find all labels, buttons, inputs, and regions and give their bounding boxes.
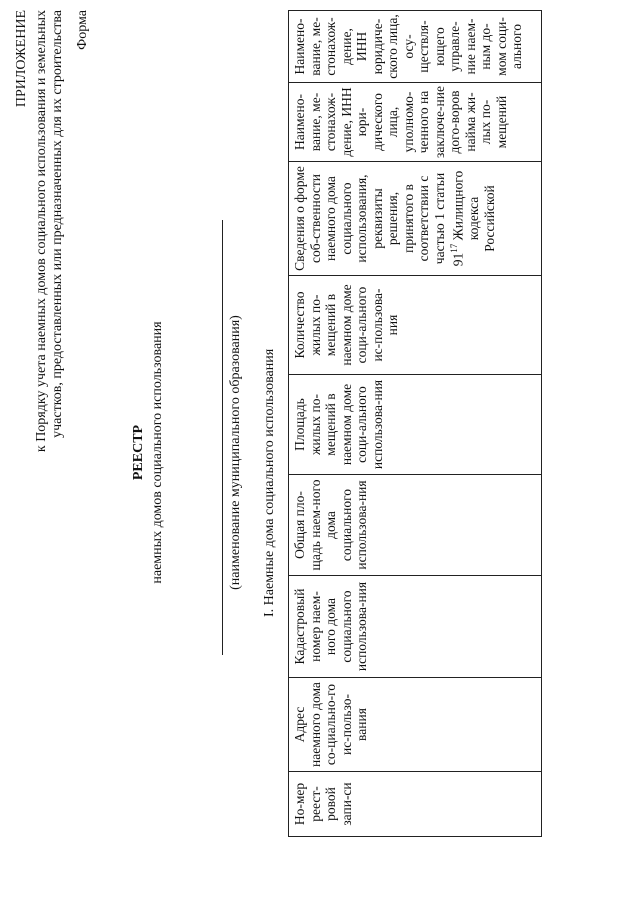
column-header: Кадастровый номер наем-ного дома социального использова-ния xyxy=(289,576,542,678)
appendix-line-1: к Порядку учета наемных домов социального использования и земельных xyxy=(34,10,49,453)
table-header-row xyxy=(289,11,542,837)
form-label: Форма xyxy=(75,10,90,50)
municipality-underline xyxy=(222,220,223,655)
column-header: Адрес наемного дома со-циально-го ис-пользо-вания xyxy=(289,678,542,772)
footnote-ref: 17 xyxy=(449,243,459,253)
column-header xyxy=(289,162,542,276)
column-header-text-tail: Жилищного кодекса Российской xyxy=(450,170,497,252)
registry-table xyxy=(288,10,542,837)
column-header: Наимено-вание, ме-стонахож-дение, ИНН юри-дического лица, уполномо-ченного на заключе-ние дого-воров найма жи-лых по-мещений xyxy=(289,83,542,162)
appendix-title: ПРИЛОЖЕНИЕ xyxy=(14,10,29,108)
section-heading: I. Наемные дома социального использования xyxy=(262,348,277,617)
appendix-line-2: участков, предоставленных или предназначенных для их строительства xyxy=(50,10,65,438)
column-header: Площадь жилых по-мещений в наемном доме соци-ального использова-ния xyxy=(289,375,542,475)
municipality-caption: (наименование муниципального образования) xyxy=(228,315,243,590)
column-header: Количество жилых по-мещений в наемном доме соци-ального ис-пользова-ния xyxy=(289,276,542,375)
column-header: Наимено-вание, ме-стонахож-дение, ИНН юридиче-ского лица, осу-ществля-ющего управле-ние наем-ным до-мом соци-ального xyxy=(289,11,542,83)
column-header: Но-мер реест-ровой запи-си xyxy=(289,772,542,837)
column-header: Общая пло-щадь наем-ного дома социального использова-ния xyxy=(289,475,542,576)
registry-title: РЕЕСТР xyxy=(131,424,146,481)
registry-subtitle: наемных домов социального использования xyxy=(150,321,165,584)
column-header-text: Сведения о форме соб-ственности наемного дома социального использования, реквизиты решения, принятого в соответствии с частью 1 статьи 91 xyxy=(292,166,466,271)
